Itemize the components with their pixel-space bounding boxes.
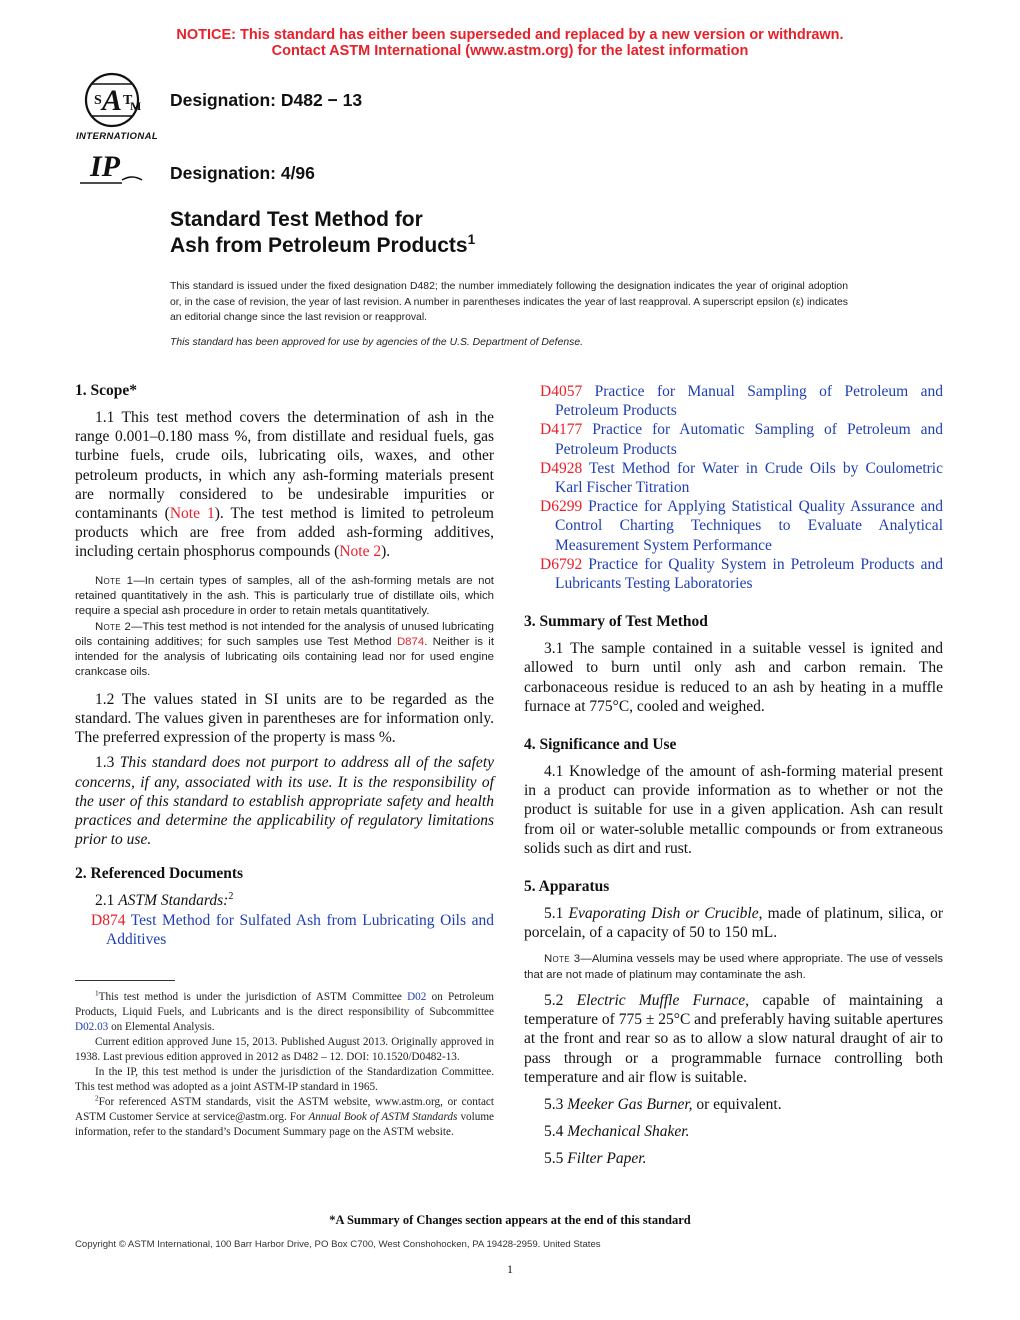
astm-logo (70, 70, 162, 144)
summary-heading: 3. Summary of Test Method (524, 613, 708, 631)
svg-text:M: M (130, 99, 142, 113)
page-number: 1 (507, 1262, 513, 1276)
ref-title[interactable]: Test Method for Water in Crude Oils by Coulometric Karl Fischer Titration (555, 459, 943, 497)
note-2-link[interactable]: Note 2 (339, 543, 382, 561)
footnote-1-b: on Petroleum Products, Liquid Fuels, and Lubricants and is the direct responsibility of Subcommittee (75, 991, 494, 1018)
para-1-3-num: 1.3 (95, 754, 120, 772)
svg-text:S: S (94, 93, 102, 108)
title-line-2-text: Ash from Petroleum Products (170, 234, 468, 257)
summary-changes-note: *A Summary of Changes section appears at the end of this standard (329, 1213, 691, 1227)
ref-code[interactable]: D4177 (540, 421, 583, 439)
ref-item-d4928[interactable] (524, 459, 943, 497)
dod-statement: This standard has been approved for use by agencies of the U.S. Department of Defense. (170, 337, 583, 348)
refdocs-heading: 2. Referenced Documents (75, 865, 244, 883)
para-5-3-num: 5.3 (544, 1096, 568, 1114)
ref-item-d4177[interactable] (524, 420, 943, 458)
issued-statement: This standard is issued under the fixed designation D482; the number immediately following the designation indicates the year of original adoption or, in the case of revision, the year of last revision. A number in parentheses indicates the year of last reapproval. A superscript epsilon (ε) indicates an editorial change since the last revision or reapproval. (170, 281, 848, 323)
para-5-2-num: 5.2 (544, 992, 577, 1010)
designation-astm: Designation: D482 − 13 (170, 90, 363, 110)
para-5-3 (524, 1095, 943, 1114)
note-2-label: Note 2 (95, 620, 132, 633)
ref-title[interactable]: Practice for Applying Statistical Quality Assurance and Control Charting Techniques to Evaluate Analytical Measurement System Performance (555, 498, 943, 554)
footnote-2 (75, 1095, 494, 1140)
title-footnote-ref: 1 (467, 232, 476, 247)
footnote-1-sup: 1 (95, 989, 99, 998)
ref-title[interactable]: Practice for Manual Sampling of Petroleum and Petroleum Products (555, 383, 943, 420)
footnote-1-edition: Current edition approved June 15, 2013. Published August 2013. Originally approved in 1938. Last previous edition approved in 2012 as D482 – 12. DOI: 10.1520/D0482-13. (75, 1036, 494, 1063)
significance-heading: 4. Significance and Use (524, 736, 677, 754)
para-2-1 (75, 891, 494, 910)
astm-logo-text: INTERNATIONAL (76, 131, 159, 142)
ref-list (524, 382, 943, 593)
footnote-2-a: For referenced ASTM standards, visit the ASTM website, www.astm.org, or contact ASTM Customer Service at service@astm.org. For (75, 1096, 494, 1123)
footnote-1-d0203-link[interactable]: D02.03 (75, 1021, 109, 1033)
ref-d874-title[interactable]: Test Method for Sulfated Ash from Lubricating Oils and Additives (106, 911, 494, 948)
para-3-1: 3.1 The sample contained in a suitable vessel is ignited and allowed to burn until only ash and carbon remain. The carbonaceous residue is reduced to an ash by heating in a muffle furnace at 775°C, cooled and weighed. (524, 640, 943, 715)
ref-code[interactable]: D4928 (540, 459, 583, 477)
para-1-2: 1.2 The values stated in SI units are to be regarded as the standard. The values given in parentheses are for information only. The preferred expression of the property is mass %. (75, 690, 494, 747)
note-1-text: —In certain types of samples, all of the ash-forming metals are not retained quantitatively in the ash. This is particularly true of distillate oils, which require a special ash procedure in order to retain metals quantitatively. (75, 574, 494, 618)
footnotes (75, 990, 494, 1140)
para-1-1 (75, 408, 494, 562)
scope-heading: 1. Scope* (75, 382, 137, 399)
para-2-1-num: 2.1 (95, 892, 119, 910)
para-5-4 (524, 1122, 943, 1141)
note-2 (75, 620, 494, 681)
note-3-text: —Alumina vessels may be used where appropriate. The use of vessels that are not made of platinum may contaminate the ash. (524, 953, 943, 981)
para-5-2 (524, 991, 943, 1087)
footnote-1 (75, 990, 494, 1035)
para-5-4-num: 5.4 (544, 1123, 568, 1141)
para-5-4-item: Mechanical Shaker. (567, 1123, 690, 1141)
ip-logo (78, 150, 148, 190)
para-5-1-num: 5.1 (544, 905, 569, 923)
para-1-3 (75, 753, 494, 849)
para-1-1-c: ). (381, 543, 391, 561)
note-3-label: Note 3 (544, 953, 581, 966)
ref-title[interactable]: Practice for Quality System in Petroleum Products and Lubricants Testing Laboratories (555, 555, 944, 593)
note-1-link[interactable]: Note 1 (169, 505, 215, 523)
para-2-1-sup: 2 (228, 891, 234, 903)
para-5-5-num: 5.5 (544, 1150, 568, 1168)
note-2-text-a: —This test method is not intended for the analysis of unused lubricating oils containing additives; for such samples use Test Method (75, 620, 494, 648)
left-column (75, 382, 494, 949)
para-5-5 (524, 1149, 943, 1168)
designation-ip: Designation: 4/96 (170, 163, 315, 183)
footnote-2-sup: 2 (95, 1094, 99, 1103)
ref-item-d4057[interactable] (524, 382, 943, 420)
ref-d874-code[interactable]: D874 (91, 911, 126, 929)
footnote-1-a: This test method is under the jurisdiction of ASTM Committee (98, 991, 408, 1003)
para-1-3-text: This standard does not purport to address all of the safety concerns, if any, associated with its use. It is the responsibility of the user of this standard to establish appropriate safety and health practices and determine the applicability of regulatory limitations prior to use. (75, 754, 495, 849)
footnote-1-c: on Elemental Analysis. (108, 1021, 215, 1033)
para-5-1-item: Evaporating Dish or Crucible (568, 905, 759, 923)
svg-text:T: T (123, 93, 133, 108)
footnote-2-italic: Annual Book of ASTM Standards (308, 1111, 458, 1123)
copyright: Copyright © ASTM International, 100 Barr Harbor Drive, PO Box C700, West Conshohocken, PA 19428-2959. United States (75, 1239, 601, 1250)
ref-title[interactable]: Practice for Automatic Sampling of Petroleum and Petroleum Products (555, 421, 944, 458)
note-1 (75, 574, 494, 620)
footnote-1-ip: In the IP, this test method is under the jurisdiction of the Standardization Committee. This test method was adopted as a joint ASTM-IP standard in 1965. (75, 1066, 494, 1093)
para-1-1-a: 1.1 This test method covers the determination of ash in the range 0.001–0.180 mass %, from distillate and residual fuels, gas turbine fuels, crude oils, lubricating oils, waxes, and other petroleum products, in which any ash-forming materials present are normally considered to be undesirable impurities or contaminants ( (75, 409, 494, 523)
para-1-1-b: ). The test method is limited to petroleum products which are free from added ash-forming additives, including certain phosphorus compounds ( (75, 505, 494, 561)
footnote-1-d02-link[interactable]: D02 (407, 991, 427, 1003)
para-5-1-text: , made of platinum, silica, or porcelain, of a capacity of 50 to 150 mL. (524, 905, 943, 942)
para-5-5-item: Filter Paper. (567, 1150, 647, 1168)
para-5-3-text: or equivalent. (692, 1096, 782, 1114)
ip-logo-text: IP (90, 150, 120, 183)
title-line-1: Standard Test Method for (170, 208, 423, 231)
ref-code[interactable]: D6792 (540, 555, 583, 573)
apparatus-heading: 5. Apparatus (524, 878, 610, 896)
notice-line-1: NOTICE: This standard has either been superseded and replaced by a new version or withdrawn. (176, 27, 844, 43)
footnote-divider (75, 980, 175, 981)
document-title (170, 207, 475, 259)
note-3 (524, 952, 943, 983)
ref-item-d6299[interactable] (524, 497, 943, 555)
para-5-1 (524, 904, 943, 942)
ref-code[interactable]: D4057 (540, 383, 583, 400)
ref-code[interactable]: D6299 (540, 498, 583, 516)
ref-item-d6792[interactable] (524, 555, 943, 593)
footnote-2-b: volume information, refer to the standard’s Document Summary page on the ASTM website. (75, 1111, 494, 1138)
para-5-3-item: Meeker Gas Burner, (567, 1096, 693, 1114)
note-2-d874-link[interactable]: D874 (396, 635, 425, 648)
title-line-2 (170, 233, 475, 259)
para-4-1: 4.1 Knowledge of the amount of ash-forming material present in a product can provide information as to whether or not the product is suitable for use in a given application. Ash can result from oil or water-soluble metallic compounds or from extraneous solids such as dirt and rust. (524, 763, 943, 857)
para-5-2-item: Electric Muffle Furnace, (576, 992, 749, 1010)
note-1-label: Note 1 (95, 574, 134, 587)
para-2-1-text: ASTM Standards: (118, 892, 229, 910)
para-5-2-text: capable of maintaining a temperature of 775 ± 25°C and preferably having suitable apertures at the front and rear so as to allow a slow natural draught of air to pass through or a programmable furnace controlling both temperature and air flow is suitable. (524, 992, 944, 1086)
notice-line-2: Contact ASTM International (www.astm.org) for the latest information (271, 43, 749, 59)
right-column (524, 382, 943, 1169)
note-2-text-b: . Neither is it intended for the analysis of lubricating oils containing lead nor for used engine crankcase oils. (75, 635, 494, 679)
ref-d874[interactable] (75, 911, 494, 949)
svg-text:A: A (101, 84, 123, 117)
